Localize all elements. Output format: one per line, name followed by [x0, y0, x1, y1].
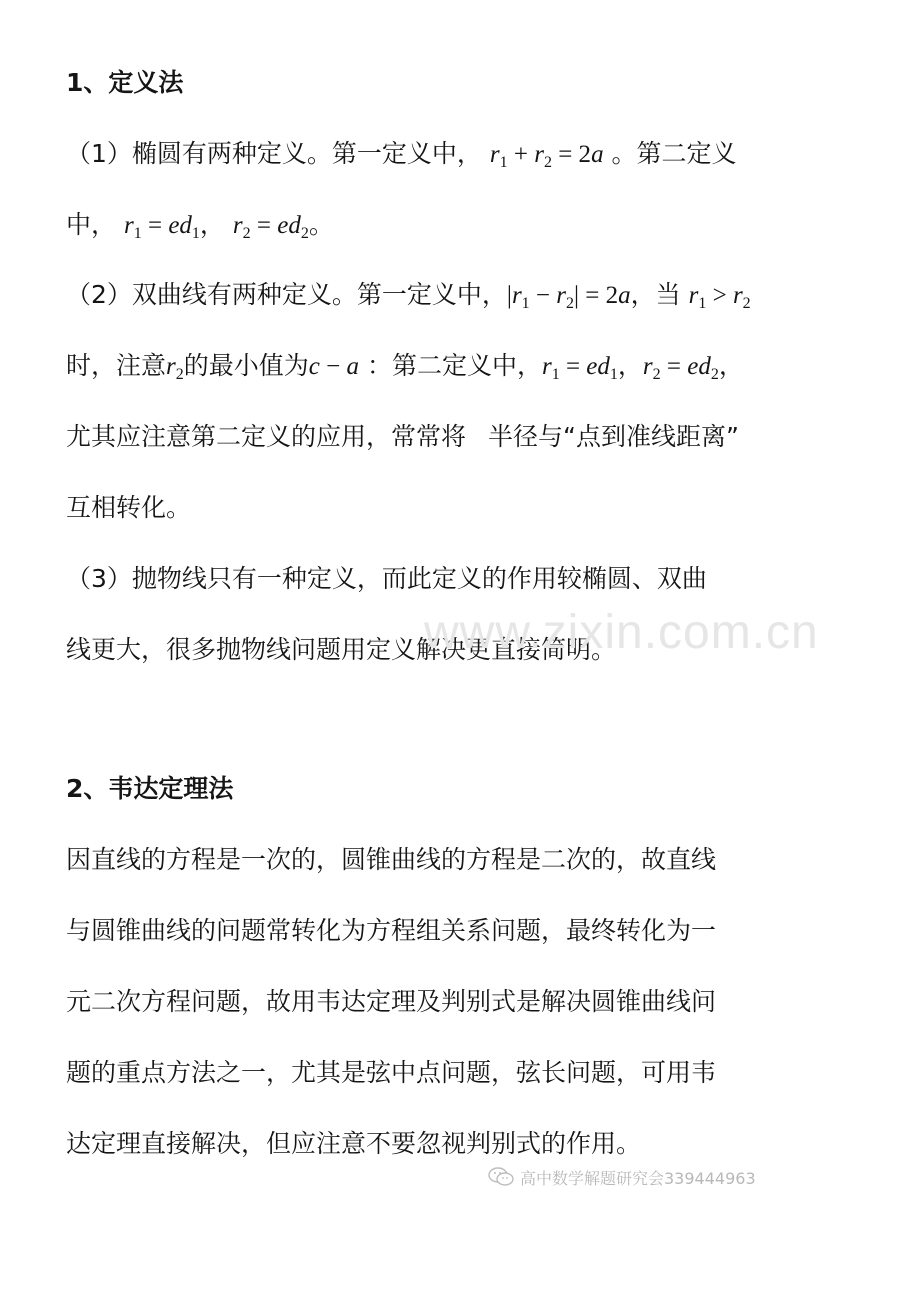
text-run: 尤其应注意第二定义的应用，常常将 [66, 422, 467, 451]
paragraph-vieta-line-5: 达定理直接解决，但应注意不要忽视判别式的作用。 [66, 1129, 642, 1158]
section-heading-definition: 1、定义法 [66, 68, 184, 97]
formula-r1-ed1: $r_1 = ed_1$ [541, 353, 618, 383]
text-run: （2）双曲线有两种定义。第一定义中， [66, 280, 507, 309]
formula-c-minus-a: c − a [308, 353, 359, 380]
text-run: ：第二定义中， [366, 351, 542, 380]
text-run: ， [718, 351, 744, 380]
section-heading-vieta: 2、韦达定理法 [66, 774, 234, 803]
text-run: ，当 [630, 280, 681, 309]
formula-r2: $r_2$ [166, 353, 184, 383]
text-run: 时，注意 [66, 351, 167, 380]
formula-r2-second-definition: $r_2 = ed_2$ [232, 212, 309, 242]
text-run: ， [199, 210, 225, 239]
text-run: ， [617, 351, 643, 380]
text-run: （1）椭圆有两种定义。第一定义中， [66, 139, 482, 168]
formula-r2-ed2: $r_2 = ed_2$ [642, 353, 719, 383]
formula-first-definition-hyperbola: $|r_1 - r_2| = 2a$ [506, 282, 631, 312]
paragraph-hyperbola-line-3 [66, 420, 739, 454]
text-run: 的最小值为 [183, 351, 309, 380]
paragraph-ellipse-line-1 [66, 137, 737, 171]
paragraph-ellipse-line-2 [66, 208, 334, 242]
paragraph-hyperbola-line-4: 互相转化。 [66, 493, 192, 522]
text-run: 半径与“点到准线距离” [488, 422, 739, 451]
text-run: 。第二定义 [611, 139, 737, 168]
paragraph-hyperbola-line-2 [66, 349, 744, 383]
paragraph-vieta-line-3: 元二次方程问题，故用韦达定理及判别式是解决圆锥曲线问 [66, 987, 717, 1016]
paragraph-vieta-line-4: 题的重点方法之一，尤其是弦中点问题，弦长问题，可用韦 [66, 1058, 717, 1087]
paragraph-vieta-line-1: 因直线的方程是一次的，圆锥曲线的方程是二次的，故直线 [66, 845, 717, 874]
formula-r1-second-definition: $r_1 = ed_1$ [123, 212, 200, 242]
text-run: 中， [66, 210, 117, 239]
watermark-text: www.zixin.com.cn [424, 606, 819, 659]
paragraph-hyperbola-line-1 [66, 278, 751, 312]
formula-r1-greater-r2: $r_1 > r_2$ [688, 282, 751, 312]
text-run: 。 [308, 210, 334, 239]
formula-first-definition-ellipse: $r_1 + r_2 = 2a$ [489, 141, 604, 171]
account-watermark [488, 1166, 756, 1188]
account-watermark-text: 高中数学解题研究会339444963 [520, 1168, 756, 1188]
paragraph-parabola-line-2: 线更大，很多抛物线问题用定义解决更直接简明。 [66, 635, 617, 664]
paragraph-vieta-line-2: 与圆锥曲线的问题常转化为方程组关系问题，最终转化为一 [66, 916, 717, 945]
wechat-icon [488, 1167, 514, 1187]
paragraph-parabola-line-1: （3）抛物线只有一种定义，而此定义的作用较椭圆、双曲 [66, 564, 707, 593]
